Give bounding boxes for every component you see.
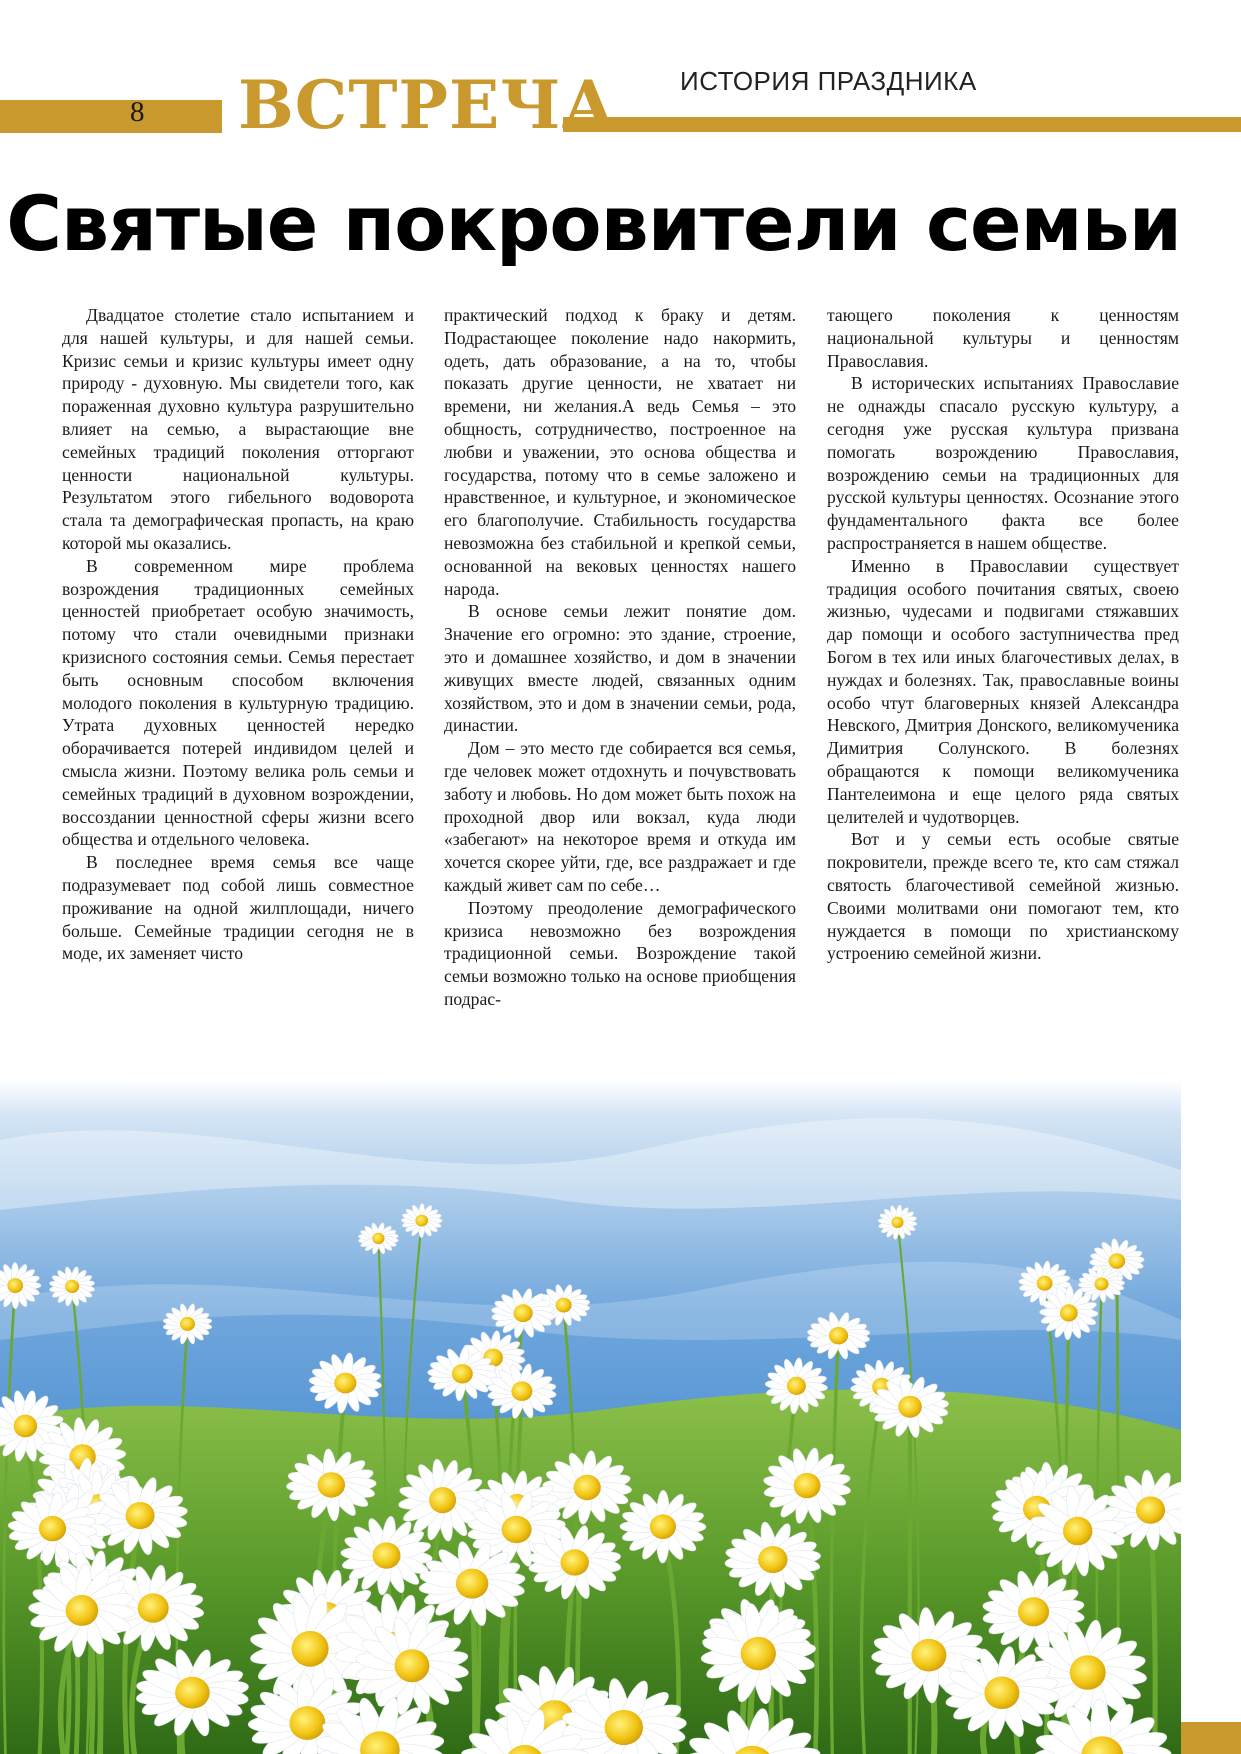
- article-title: Святые покровители семьи: [6, 179, 1181, 268]
- paragraph: В последнее время семья все чаще подразумевает под собой лишь совместное проживание на одной жилплощади, ничего больше. Семейные традиции сегодня не в моде, их заменяет чисто: [62, 852, 414, 964]
- header-band-right: [563, 117, 1241, 132]
- paragraph: практический подход к браку и детям. Подрастающее поколение надо накормить, одеть, дать образование, а на то, чтобы показать другие ценности, не хватает ни времени, ни желания.А ведь Семья – это общность, сотрудничество, построенное на любви и уважении, это основа общества и государства, потому что в семье заложено и нравственное, и культурное, и экономическое его благополучие. Стабильность государства невозможна без стабильной и крепкой семьи, основанной на вековых ценностях нашего народа.: [444, 305, 796, 599]
- paragraph: Вот и у семьи есть особые святые покровители, прежде всего те, кто сам стяжал святость благочестивой семейной жизнью. Своими молитвами они помогают тем, кто нуждается в помощи по христианскому устроению семейной жизни.: [827, 829, 1179, 964]
- paragraph: В современном мире проблема возрождения традиционных семейных ценностей приобретает особую значимость, потому что стали очевидными признаки кризисного состояния семьи. Семья перестает быть основным способом включения молодого поколения в культурную традицию. Утрата духовных ценностей нередко оборачивается потерей индивидом целей и смысла жизни. Поэтому велика роль семьи и семейных традиций в духовном возрождении, воссоздании ценностной сферы жизни всего общества и отдельного человека.: [62, 555, 414, 850]
- paragraph: Именно в Православии существует традиция особого почитания святых, своею жизнью, чудесами и подвигами стяжавших дар помощи и особого заступничества пред Богом в тех или иных благочестивых делах, в нуждах и болезнях. Так, православные воины особо чтут благоверных князей Александра Невского, Дмитрия Донского, великомученика Димитрия Солунского. В болезнях обращаются к помощи великомученика Пантелеимона и еще целого ряда святых целителей и чудотворцев.: [827, 555, 1179, 827]
- paragraph: Двадцатое столетие стало испытанием и для нашей культуры, и для нашей семьи. Кризис семьи и кризис культуры имеет одну природу - духовную. Мы свидетели того, как пораженная духовно культура разрушительно влияет на семью, а вырастающие вне семейных традиций поколения отторгают ценности национальной культуры. Результатом этого гибельного водоворота стала та демографическая пропасть, на краю которой мы оказались.: [62, 305, 414, 553]
- header-band-left: [0, 100, 222, 133]
- paragraph: Поэтому преодоление демографического кризиса невозможно без возрождения традиционной семьи. Возрождение такой семьи возможно только на основе приобщения подрас-: [444, 897, 796, 1009]
- paragraph: тающего поколения к ценностям национальной культуры и ценностям Православия.: [827, 305, 1179, 371]
- paragraph: В основе семьи лежит понятие дом. Значение его огромно: это здание, строение, это и домашнее хозяйство, и дом в значении живущих вместе людей, связанных одним хозяйством, это и дом в значении семьи, рода, династии.: [444, 601, 796, 736]
- paragraph: Дом – это место где собирается вся семья, где человек может отдохнуть и почувствовать заботу и любовь. Но дом может быть похож на проходной двор или вокзал, куда люди «забегают» на некоторое время и откуда им хочется скорее уйти, где, все раздражает и где каждый живет сам по себе…: [444, 738, 796, 895]
- section-title: ВСТРЕЧА: [238, 66, 617, 144]
- corner-tab: [1181, 1722, 1241, 1754]
- paragraph: В исторических испытаниях Православие не однажды спасало русскую культуру, а сегодня уже русская культура призвана помогать возрождению Православия, возрождению семьи на традиционных для русской культуры ценностях. Осознание этого фундаментального факта все более распространяется в нашем обществе.: [827, 373, 1179, 553]
- rubric-label: ИСТОРИЯ ПРАЗДНИКА: [680, 66, 977, 96]
- page-number: 8: [130, 96, 145, 128]
- text-column-3: [827, 304, 1179, 965]
- text-column-2: [444, 304, 796, 1011]
- text-column-1: [62, 304, 414, 965]
- chamomile-field-photo: [0, 1080, 1181, 1754]
